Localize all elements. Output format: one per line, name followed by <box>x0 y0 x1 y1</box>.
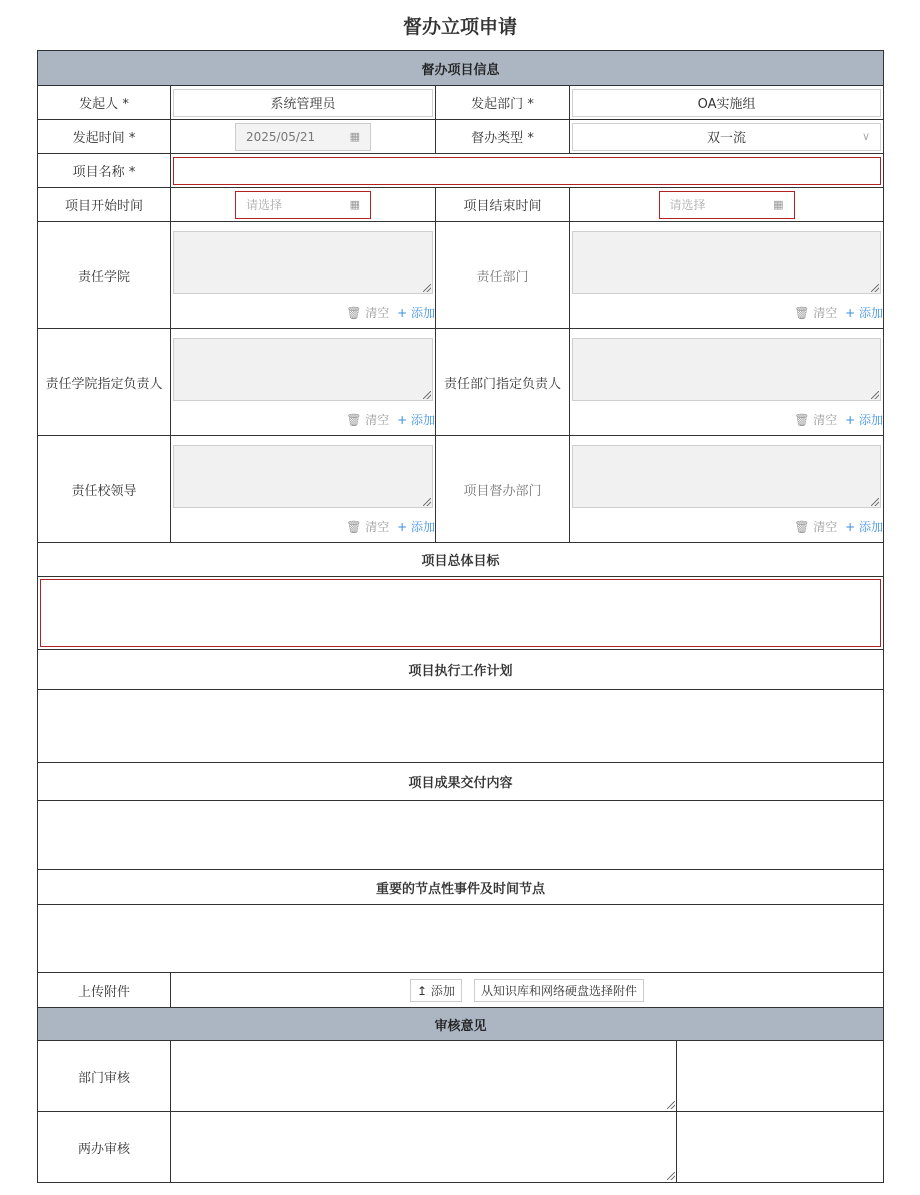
upload-label: 上传附件 <box>38 973 171 1008</box>
resize-grip-icon[interactable] <box>871 284 879 292</box>
deliverable-textarea[interactable] <box>38 801 884 870</box>
dept-field[interactable]: OA实施组 <box>572 89 881 117</box>
resize-grip-icon[interactable] <box>871 498 879 506</box>
time-label: 发起时间 * <box>38 120 171 154</box>
college-textarea[interactable] <box>173 231 433 294</box>
add-button[interactable]: + 添加 <box>845 412 884 427</box>
clear-button[interactable]: 🗑 清空 <box>346 305 390 320</box>
resize-grip-icon[interactable] <box>423 391 431 399</box>
clear-button[interactable]: 🗑 清空 <box>794 412 838 427</box>
leader-textarea[interactable] <box>173 445 433 508</box>
clear-button[interactable]: 🗑 清空 <box>346 412 390 427</box>
dept-head-textarea[interactable] <box>572 338 881 401</box>
supervise-dept-label: 项目督办部门 <box>436 436 570 543</box>
section-milestones: 重要的节点性事件及时间节点 <box>38 870 884 905</box>
resize-grip-icon[interactable] <box>667 1172 675 1180</box>
start-date-picker[interactable] <box>235 123 371 151</box>
name-label: 项目名称 * <box>38 154 171 188</box>
clear-button[interactable]: 🗑 清空 <box>794 305 838 320</box>
dept-review-label: 部门审核 <box>38 1041 171 1112</box>
initiator-field[interactable]: 系统管理员 <box>173 89 433 117</box>
calendar-icon: ▦ <box>349 198 360 211</box>
leader-label: 责任校领导 <box>38 436 171 543</box>
milestones-textarea[interactable] <box>38 905 884 973</box>
resize-grip-icon[interactable] <box>423 284 431 292</box>
add-button[interactable]: + 添加 <box>845 305 884 320</box>
initiator-label: 发起人 * <box>38 86 171 120</box>
calendar-icon: ▦ <box>773 198 784 211</box>
dept-review-textarea[interactable] <box>171 1042 676 1110</box>
clear-button[interactable]: 🗑 清空 <box>794 519 838 534</box>
add-button[interactable]: + 添加 <box>397 305 435 320</box>
start-label: 项目开始时间 <box>38 188 171 222</box>
resp-dept-textarea[interactable] <box>572 231 881 294</box>
add-button[interactable]: + 添加 <box>397 519 435 534</box>
plan-textarea[interactable] <box>38 690 884 763</box>
end-label: 项目结束时间 <box>436 188 570 222</box>
resp-dept-label: 责任部门 <box>436 222 570 329</box>
section-goal: 项目总体目标 <box>38 543 884 577</box>
type-select[interactable] <box>572 123 881 151</box>
goal-textarea[interactable] <box>40 579 881 647</box>
resize-grip-icon[interactable] <box>871 391 879 399</box>
clear-button[interactable]: 🗑 清空 <box>346 519 390 534</box>
supervise-dept-textarea[interactable] <box>572 445 881 508</box>
type-label: 督办类型 * <box>436 120 570 154</box>
dept-review-sign <box>677 1041 884 1112</box>
type-value: 双一流 <box>707 131 747 146</box>
end-placeholder: 请选择 <box>669 198 706 212</box>
college-head-label: 责任学院指定负责人 <box>38 329 171 436</box>
office-review-textarea[interactable] <box>171 1113 676 1181</box>
section-plan: 项目执行工作计划 <box>38 650 884 690</box>
resize-grip-icon[interactable] <box>667 1101 675 1109</box>
application-form <box>37 50 884 1183</box>
upload-icon: ↥ <box>416 983 428 998</box>
name-input[interactable] <box>173 157 881 185</box>
calendar-icon: ▦ <box>349 130 360 143</box>
add-button[interactable]: + 添加 <box>845 519 884 534</box>
pick-from-kb-button[interactable]: 从知识库和网络硬盘选择附件 <box>474 979 644 1002</box>
section-review: 审核意见 <box>38 1008 884 1041</box>
page-title: 督办立项申请 <box>402 16 517 38</box>
upload-add-button[interactable]: ↥ 添加 <box>410 979 462 1002</box>
add-button[interactable]: + 添加 <box>397 412 435 427</box>
resize-grip-icon[interactable] <box>423 498 431 506</box>
college-label: 责任学院 <box>38 222 171 329</box>
start-time-picker[interactable] <box>235 191 371 219</box>
section-info: 督办项目信息 <box>38 51 884 86</box>
dept-head-label: 责任部门指定负责人 <box>436 329 570 436</box>
time-value: 2025/05/21 <box>246 129 316 144</box>
end-time-picker[interactable] <box>659 191 795 219</box>
chevron-down-icon: ∨ <box>861 129 871 143</box>
office-review-sign <box>677 1112 884 1183</box>
college-head-textarea[interactable] <box>173 338 433 401</box>
dept-label: 发起部门 * <box>436 86 570 120</box>
office-review-label: 两办审核 <box>38 1112 171 1183</box>
section-deliverable: 项目成果交付内容 <box>38 763 884 801</box>
start-placeholder: 请选择 <box>246 198 283 212</box>
